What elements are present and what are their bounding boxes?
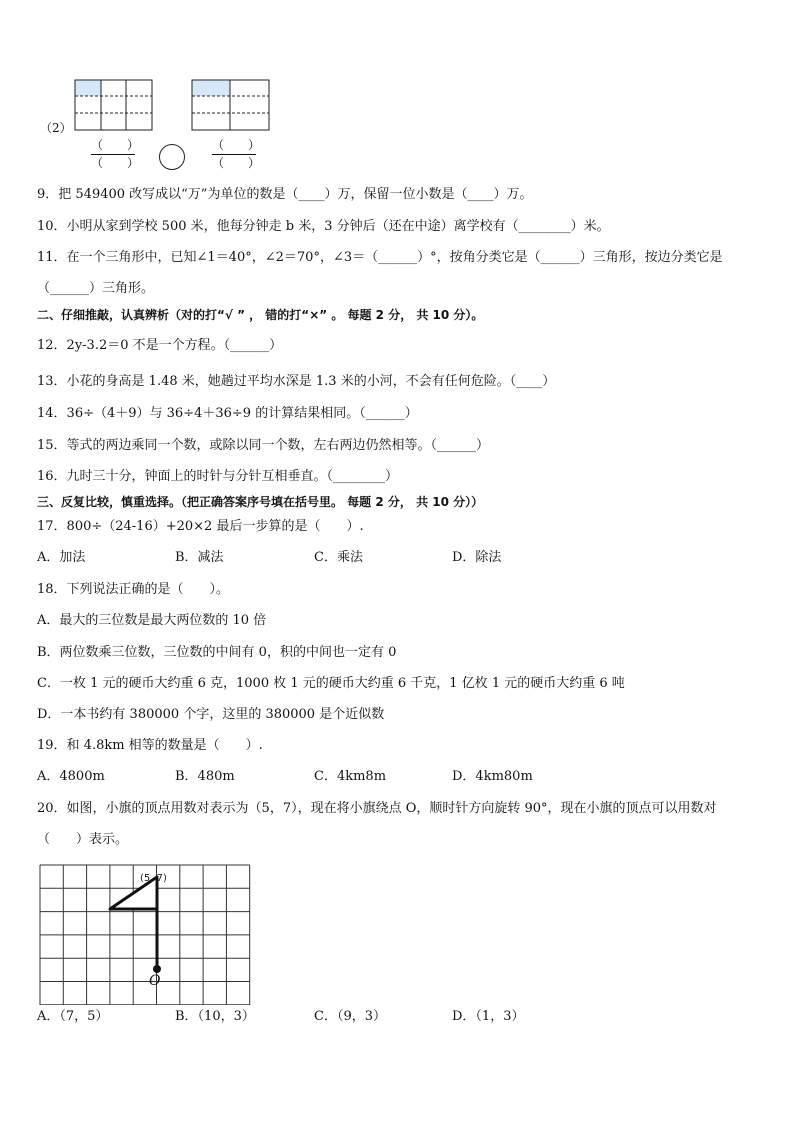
fraction-left (91, 138, 140, 171)
question-17: 17．800÷（24-16）+20×2 最后一步算的是（ ）. (37, 519, 364, 534)
question-15: 15．等式的两边乘同一个数，或除以同一个数，左右两边仍然相等。（______） (37, 438, 490, 453)
denominator-left: （ ） (91, 156, 140, 170)
q20-option-d: D．（1，3） (452, 1009, 525, 1024)
q18-option-d: D．一本书约有 380000 个字，这里的 380000 是个近似数 (37, 707, 385, 722)
shaded-cell-left (75, 80, 101, 96)
q19-option-c: C．4km8m (314, 769, 387, 784)
q19-option-a: A．4800m (37, 769, 105, 784)
q17-option-a: A．加法 (37, 550, 86, 565)
question-13: 13．小花的身高是 1.48 米，她趟过平均水深是 1.3 米的小河，不会有任何危险。（____） (37, 374, 556, 389)
question-12: 12．2y-3.2＝0 不是一个方程。（______） (37, 338, 283, 353)
q20-option-b: B．（10，3） (175, 1009, 255, 1024)
q18-option-b: B．两位数乘三位数，三位数的中间有 0，积的中间也一定有 0 (37, 645, 397, 660)
shaded-cell-right (192, 80, 230, 96)
question-9: 9．把 549400 改写成以“万”为单位的数是（____）万，保留一位小数是（____）万。 (37, 187, 533, 202)
question-19: 19．和 4.8km 相等的数量是（ ）. (37, 738, 263, 753)
q20-option-c: C．（9，3） (314, 1009, 386, 1024)
question-10: 10．小明从家到学校 500 米，他每分钟走 b 米，3 分钟后（还在中途）离学校有（________）米。 (37, 219, 610, 234)
q17-option-d: D．除法 (452, 550, 502, 565)
q19-option-b: B．480m (175, 769, 235, 784)
q17-option-b: B．减法 (175, 550, 224, 565)
question-16: 16．九时三十分，钟面上的时针与分针互相垂直。（________） (37, 469, 399, 484)
q18-option-c: C．一枚 1 元的硬币大约重 6 克，1000 枚 1 元的硬币大约重 6 千克，1 亿枚 1 元的硬币大约重 6 吨 (37, 676, 625, 691)
question-14: 14．36÷（4＋9）与 36÷4＋36÷9 的计算结果相同。（______） (37, 406, 418, 421)
flag-grid-figure (0, 855, 794, 1005)
denominator-right: （ ） (212, 156, 261, 170)
fig-label: （2） (40, 121, 72, 135)
q18-option-a: A．最大的三位数是最大两位数的 10 倍 (37, 613, 267, 628)
question-18: 18．下列说法正确的是（ ）。 (37, 582, 230, 597)
section-2-heading: 二、仔细推敲，认真辨析（对的打“√ ” ， 错的打“×” 。 每题 2 分， 共 10 分）。 (37, 308, 484, 322)
section-3-heading: 三、反复比较，慎重选择。（把正确答案序号填在括号里。 每题 2 分， 共 10 分）） (37, 495, 484, 509)
fraction-right (212, 138, 261, 171)
q17-option-c: C．乘法 (314, 550, 363, 565)
q19-option-d: D．4km80m (452, 769, 533, 784)
q20-option-a: A．（7，5） (37, 1009, 109, 1024)
origin-label: O (149, 973, 161, 989)
vertex-label: (5, 7) (140, 873, 167, 884)
numerator-left: （ ） (91, 138, 140, 152)
question-11-line2: （______）三角形。 (37, 281, 155, 296)
question-20-line1: 20．如图，小旗的顶点用数对表示为（5，7），现在将小旗绕点 O，顺时针方向旋转 90°，现在小旗的顶点可以用数对 (37, 801, 717, 816)
question-20-line2: （ ）表示。 (37, 832, 129, 847)
numerator-right: （ ） (212, 138, 261, 152)
compare-circle (159, 144, 185, 170)
origin-point (153, 965, 161, 973)
question-11-line1: 11．在一个三角形中，已知∠1＝40°，∠2＝70°，∠3＝（______）°，按角分类它是（______）三角形，按边分类它是 (37, 250, 723, 265)
